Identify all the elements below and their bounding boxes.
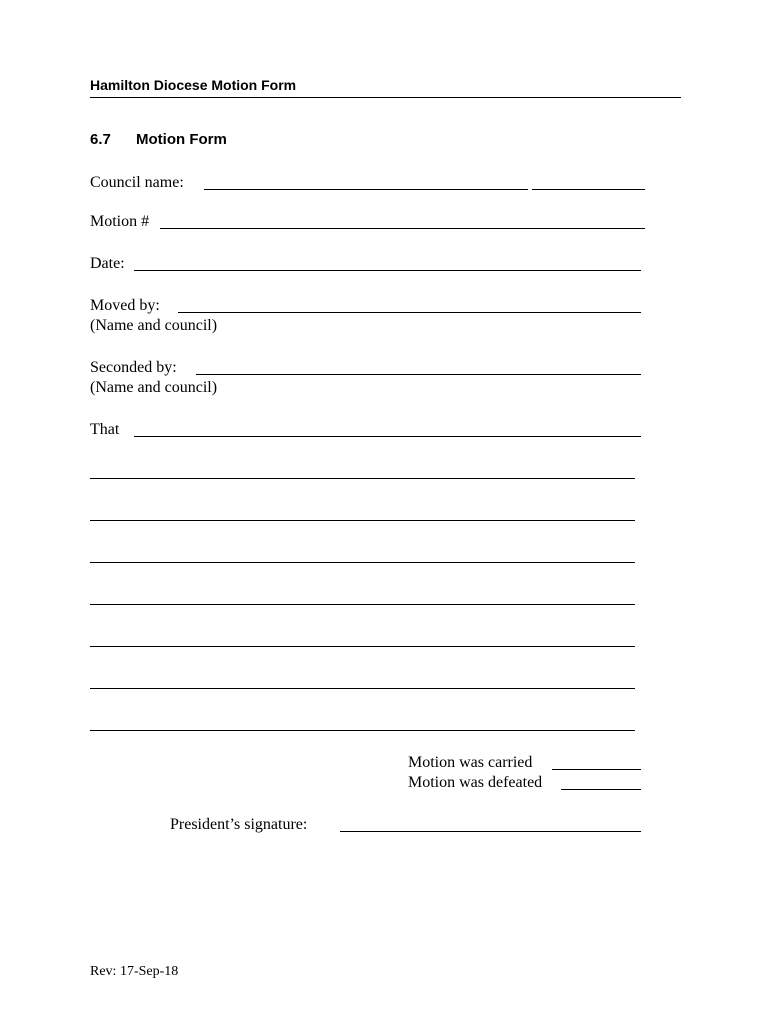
seconded-by-line[interactable] [196,374,641,375]
council-name-label: Council name: [90,174,184,191]
moved-by-line[interactable] [178,312,641,313]
header-divider [90,97,681,98]
motion-text-line-1[interactable] [134,436,641,437]
motion-defeated-line[interactable] [561,789,641,790]
president-signature-label: President’s signature: [170,816,308,833]
motion-text-line-2[interactable] [90,478,635,479]
motion-number-line[interactable] [160,228,645,229]
council-name-line[interactable] [204,189,528,190]
council-number-line[interactable] [532,189,645,190]
motion-text-line-3[interactable] [90,520,635,521]
motion-text-line-4[interactable] [90,562,635,563]
motion-defeated-label: Motion was defeated [408,774,543,791]
date-label: Date: [90,255,125,272]
motion-text-line-5[interactable] [90,604,635,605]
moved-by-hint: (Name and council) [90,317,218,334]
moved-by-label: Moved by: [90,297,160,314]
revision-footer: Rev: 17-Sep-18 [90,964,179,979]
motion-carried-label: Motion was carried [408,754,533,771]
motion-text-line-7[interactable] [90,688,635,689]
that-label: That [90,421,120,438]
seconded-by-label: Seconded by: [90,359,177,376]
section-title: Motion Form [136,131,227,148]
document-header-title: Hamilton Diocese Motion Form [90,77,297,93]
date-line[interactable] [134,270,641,271]
motion-text-line-6[interactable] [90,646,635,647]
seconded-by-hint: (Name and council) [90,379,218,396]
president-signature-line[interactable] [340,831,641,832]
motion-text-line-8[interactable] [90,730,635,731]
motion-number-label: Motion # [90,213,150,230]
motion-carried-line[interactable] [552,769,641,770]
section-number: 6.7 [90,131,111,148]
